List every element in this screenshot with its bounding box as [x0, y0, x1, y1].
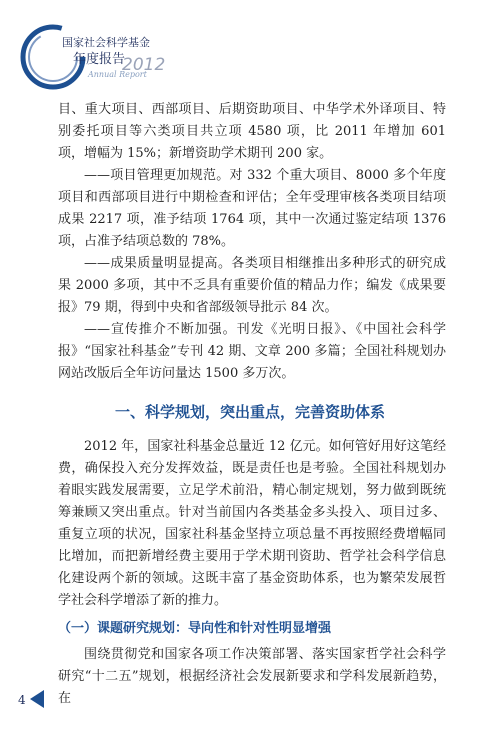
subsection-heading: （一）课题研究规划：导向性和针对性明显增强	[58, 621, 332, 636]
paragraph-funding-overview: 2012 年，国家社科基金总量近 12 亿元。如何管好用好这笔经费，确保投入充分发挥效益，既是责任也是考验。全国社科规划办着眼实践发展需要，立足学术前沿，精心制定规划，努力做到既统筹兼顾又突出重点。针对当前国内各类基金多头投入、项目过多、重复立项的状况，国家社科基金坚持立项总量不再按照经费增幅同比增加，而把新增经费主要用于学术期刊资助、哲学社会科学信息化建设两个新的领域。这既丰富了基金资助体系，也为繁荣发展哲学社会科学增添了新的推力。	[58, 439, 446, 608]
paragraph-continuation: 目、重大项目、西部项目、后期资助项目、中华学术外译项目、特别委托项目等六类项目共立项 4580 项，比 2011 年增加 601 项，增幅为 15%；新增资助学术期刊 200 家。	[58, 102, 446, 161]
report-logo	[18, 22, 166, 92]
paragraph-output-quality: ——成果质量明显提高。各类项目相继推出多种形式的研究成果 2000 多项，其中不乏具有重要价值的精品力作；编发《成果要报》79 期，得到中央和省部级领导批示 84 次。	[58, 256, 446, 315]
logo-fund-name: 国家社会科学基金	[62, 36, 150, 49]
body-top	[58, 99, 446, 385]
section-heading-text: 一、科学规划，突出重点，完善资助体系	[114, 403, 385, 421]
section-heading	[0, 401, 500, 422]
page-marker-icon	[30, 690, 44, 708]
paragraph-publicity: ——宣传推介不断加强。刊发《光明日报》、《中国社会科学报》“国家社科基金”专刊 42 期、文章 200 多篇；全国社科规划办网站改版后全年访问量达 1500 多万次。	[58, 322, 446, 381]
paragraph-project-management: ——项目管理更加规范。对 332 个重大项目、8000 多个年度项目和西部项目进行中期检查和评估；全年受理审核各类项目结项成果 2217 项，准予结项 1764 项，其中一次通过鉴定结项 1376 项，占准予结项总数的 78%。	[58, 168, 446, 249]
paragraph-research-planning: 围绕贯彻党和国家各项工作决策部署、落实国家哲学社会科学研究“十二五”规划，根据经济社会发展新要求和学科发展新趋势，在	[58, 647, 446, 706]
logo-script: Annual Report	[88, 70, 147, 79]
body-section	[58, 436, 446, 710]
page-number: 4	[18, 693, 26, 707]
logo-report-title: 年度报告	[73, 52, 126, 67]
logo-year: 2012	[122, 55, 166, 75]
